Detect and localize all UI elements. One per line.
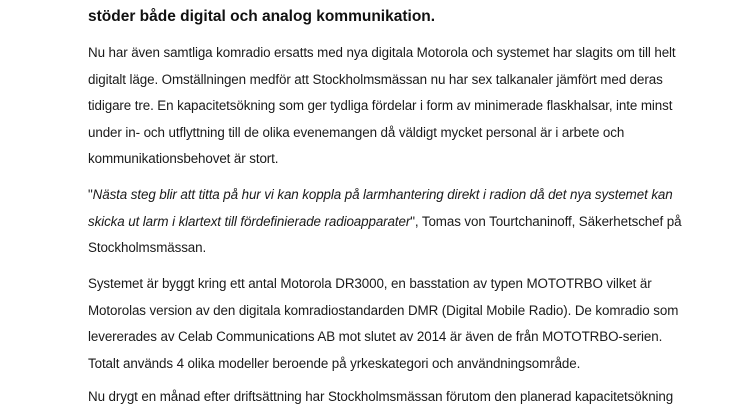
quote-text: Nästa steg blir att titta på hur vi kan koppla på larmhantering direkt i radion då det nya systemet kan xyxy=(92,187,673,202)
text-line: digitalt läge. Omställningen medför att Stockholmsmässan nu har sex talkanaler jämfört med deras xyxy=(88,71,663,87)
paragraph-system-description xyxy=(88,271,678,377)
quote-line xyxy=(88,209,681,236)
quote-line xyxy=(88,182,681,209)
text-line: Systemet är byggt kring ett antal Motorola DR3000, en basstation av typen MOTOTRBO vilket är xyxy=(88,276,652,291)
text-line: under in- och utflyttning till de olika evenemangen då väldigt mycket personal är i arbete och xyxy=(88,124,625,140)
quote-open-mark: " xyxy=(88,187,93,202)
quote-attribution: ", Tomas von Tourtchaninoff, Säkerhetschef på xyxy=(410,213,682,229)
quote-text: skicka ut larm i klartext till fördefinierade radioapparater xyxy=(88,213,411,229)
text-line: tidigare tre. En kapacitetsökning som ger tydliga fördelar i form av minimerade flaskhalsar, inte minst xyxy=(88,98,673,113)
text-line: Totalt används 4 olika modeller beroende på yrkeskategori och användningsområde. xyxy=(88,355,581,371)
text-line: Nu drygt en månad efter driftsättning har Stockholmsmässan förutom den planerad kapacitetsökning xyxy=(88,389,674,404)
text-line: levererades av Celab Communications AB mot slutet av 2014 är även de från MOTOTRBO-serien. xyxy=(88,329,663,344)
text-line: Motorolas version av den digitala komradiostandarden DMR (Digital Mobile Radio). De komradio som xyxy=(88,302,679,318)
paragraph-quote xyxy=(88,182,681,262)
text-line: Stockholmsmässan. xyxy=(88,240,207,255)
paragraph-after-deployment xyxy=(88,384,673,411)
text-line: Nu har även samtliga komradio ersatts med nya digitala Motorola och systemet har slagits om till helt xyxy=(88,45,676,60)
section-heading: stöder både digital och analog kommunikation. xyxy=(88,8,436,25)
paragraph-radio-replacement xyxy=(88,40,676,173)
text-line: kommunikationsbehovet är stort. xyxy=(88,151,279,166)
